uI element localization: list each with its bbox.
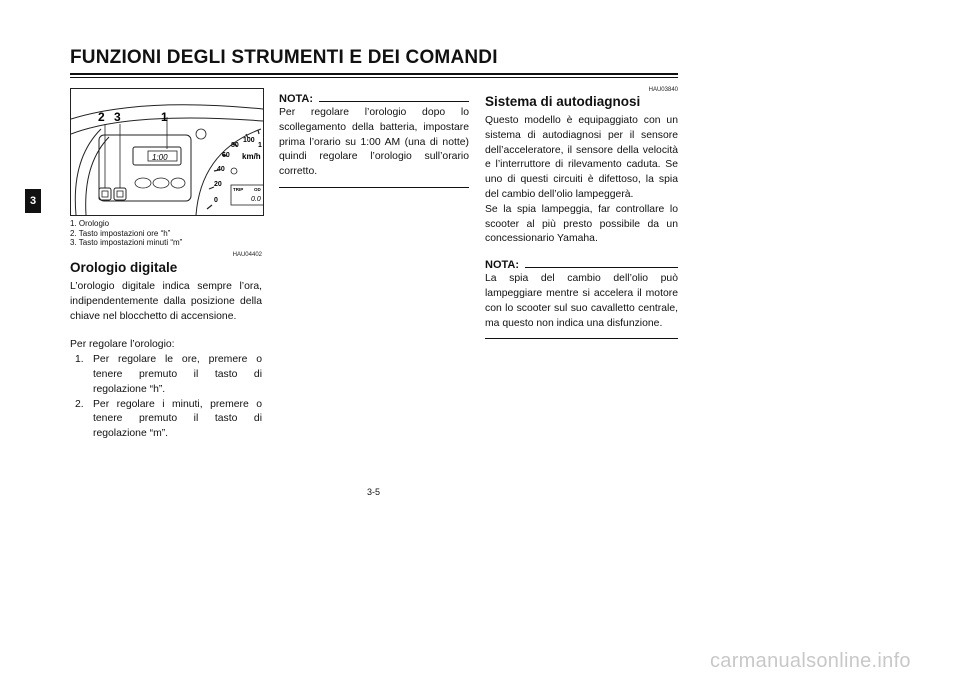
callout-2: 2	[98, 110, 105, 124]
page-number: 3-5	[367, 487, 381, 497]
nota-end-rule	[485, 338, 678, 339]
nota-box	[279, 93, 469, 188]
speed-label-20: 20	[214, 181, 222, 188]
trip-label: TRIP	[233, 187, 244, 192]
nota-label: NOTA:	[485, 259, 520, 272]
section-code: HAU03840	[648, 87, 678, 93]
watermark: carmanualsonline.info	[710, 650, 911, 672]
speed-label-40: 40	[217, 166, 225, 173]
nota-header	[279, 93, 469, 105]
diagnostics-section	[485, 87, 678, 339]
odo-value: 0.0	[251, 196, 261, 203]
nota-label: NOTA:	[279, 93, 314, 105]
callout-1: 1	[161, 110, 168, 124]
paragraph: Se la spia lampeggia, far controllare lo scooter al più presto possibile da un concessionario Yamaha.	[485, 203, 678, 245]
instrument-figure	[70, 88, 264, 216]
section-code: HAU04402	[232, 252, 262, 258]
clock-section	[70, 252, 262, 442]
caption-item: 2. Tasto impostazioni ore “h”	[70, 228, 171, 238]
list-text: Per regolare le ore, premere o tenere premuto il tasto di regolazione “h”.	[93, 354, 262, 395]
chapter-tab: 3	[25, 189, 41, 213]
nota-text: Per regolare l’orologio dopo lo scollegamento della batteria, impostare prima l’orario su 1:00 AM (una di notte) quindi regolare l’orologio sull’orario corretto.	[279, 107, 469, 178]
section-body	[70, 280, 262, 442]
caption-item: 3. Tasto impostazioni minuti “m”	[70, 238, 183, 248]
paragraph: Per regolare l’orologio:	[70, 339, 175, 351]
nota-header	[485, 259, 678, 271]
clock-display: 1:00	[152, 153, 168, 162]
section-body	[485, 114, 678, 247]
list-item	[70, 353, 262, 397]
page-title: FUNZIONI DEGLI STRUMENTI E DEI COMANDI	[70, 47, 498, 68]
odo-label: OD	[254, 187, 261, 192]
speed-label-100: 100	[243, 137, 255, 144]
paragraph: L’orologio digitale indica sempre l’ora, indipendentemente dalla posizione della chiave nel blocchetto di accensione.	[70, 281, 262, 322]
speed-unit: km/h	[242, 152, 261, 161]
speed-label-1: 1	[258, 142, 262, 149]
nota-box	[485, 259, 678, 339]
nota-end-rule	[279, 187, 469, 188]
title-rule	[70, 73, 678, 75]
callout-3: 3	[114, 110, 121, 124]
speed-label-80: 80	[231, 142, 239, 149]
list-item	[70, 398, 262, 442]
section-title: Sistema di autodiagnosi	[485, 94, 641, 109]
figure-captions	[70, 219, 182, 248]
speed-label-0: 0	[214, 197, 218, 204]
speed-label-60: 60	[222, 152, 230, 159]
nota-rule	[319, 101, 469, 102]
title-rule-thin	[70, 77, 678, 78]
list-text: Per regolare i minuti, premere o tenere premuto il tasto di regolazione “m”.	[93, 398, 262, 440]
list-number: 1.	[75, 354, 84, 366]
caption-item: 1. Orologio	[70, 219, 110, 228]
nota-text: La spia del cambio dell’olio può lampeggiare mentre si accelera il motore con lo scooter sul suo cavalletto centrale, ma questo non indica una disfunzione.	[485, 273, 678, 329]
nota-rule	[525, 267, 678, 268]
list-number: 2.	[75, 398, 84, 410]
section-title: Orologio digitale	[70, 260, 178, 275]
steps-list	[70, 353, 262, 442]
paragraph: Questo modello è equipaggiato con un sistema di autodiagnosi per il sensore dell’acceleratore, il sensore della velocità e l’interruttore di rilevamento caduta. Se uno di questi circuiti è difettoso, la spia del cambio dell’olio lampeggerà.	[485, 115, 678, 200]
